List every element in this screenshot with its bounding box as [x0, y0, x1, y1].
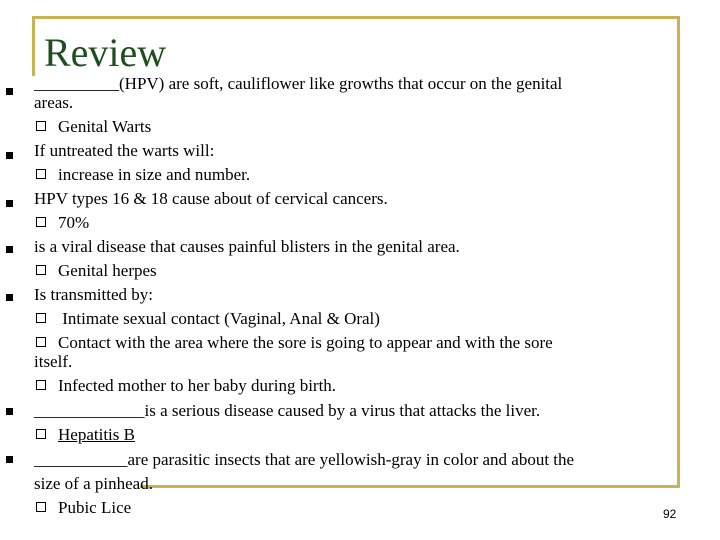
frame-top-border: [32, 16, 677, 19]
checkbox-square-icon: [36, 429, 46, 439]
checkbox-square-icon: [36, 502, 46, 512]
frame-bottom-border: [140, 485, 680, 488]
checkbox-square-icon: [36, 337, 46, 347]
bullet-icon: [6, 294, 13, 301]
checkbox-square-icon: [36, 265, 46, 275]
answer-5b: Contact with the area where the sore is going to appear and with the sore: [36, 331, 553, 355]
slide-title: Review: [44, 30, 167, 75]
answer-1: Genital Warts: [36, 115, 151, 139]
checkbox-square-icon: [36, 313, 46, 323]
question-5: Is transmitted by:: [34, 285, 153, 304]
checkbox-square-icon: [36, 121, 46, 131]
question-2: If untreated the warts will:: [34, 141, 215, 160]
question-3: HPV types 16 & 18 cause about of cervical cancers.: [34, 189, 388, 208]
frame-left-border: [32, 16, 35, 76]
question-7-line1: ___________are parasitic insects that are yellowish-gray in color and about the: [34, 450, 575, 469]
bullet-icon: [6, 246, 13, 253]
answer-5a: Intimate sexual contact (Vaginal, Anal & Oral): [36, 307, 380, 331]
answer-4: Genital herpes: [36, 259, 157, 283]
bullet-icon: [6, 152, 13, 159]
bullet-icon: [6, 200, 13, 207]
answer-2: increase in size and number.: [36, 163, 250, 187]
question-7-line2: size of a pinhead.: [34, 474, 153, 493]
bullet-icon: [6, 408, 13, 415]
answer-5c: Infected mother to her baby during birth.: [36, 374, 336, 398]
checkbox-square-icon: [36, 169, 46, 179]
checkbox-square-icon: [36, 380, 46, 390]
answer-3: 70%: [36, 211, 89, 235]
page-number: 92: [663, 507, 677, 521]
answer-5b-continued: itself.: [34, 352, 73, 371]
answer-7: Pubic Lice: [36, 496, 131, 520]
question-1-line2: areas.: [34, 93, 74, 112]
question-4: is a viral disease that causes painful blisters in the genital area.: [34, 237, 460, 256]
frame-right-border: [677, 16, 680, 488]
checkbox-square-icon: [36, 217, 46, 227]
bullet-icon: [6, 88, 13, 95]
question-1-line1: __________(HPV) are soft, cauliflower like growths that occur on the genital: [34, 74, 563, 93]
bullet-icon: [6, 456, 13, 463]
answer-6: Hepatitis B: [36, 423, 135, 447]
question-6: _____________is a serious disease caused by a virus that attacks the liver.: [34, 401, 541, 420]
